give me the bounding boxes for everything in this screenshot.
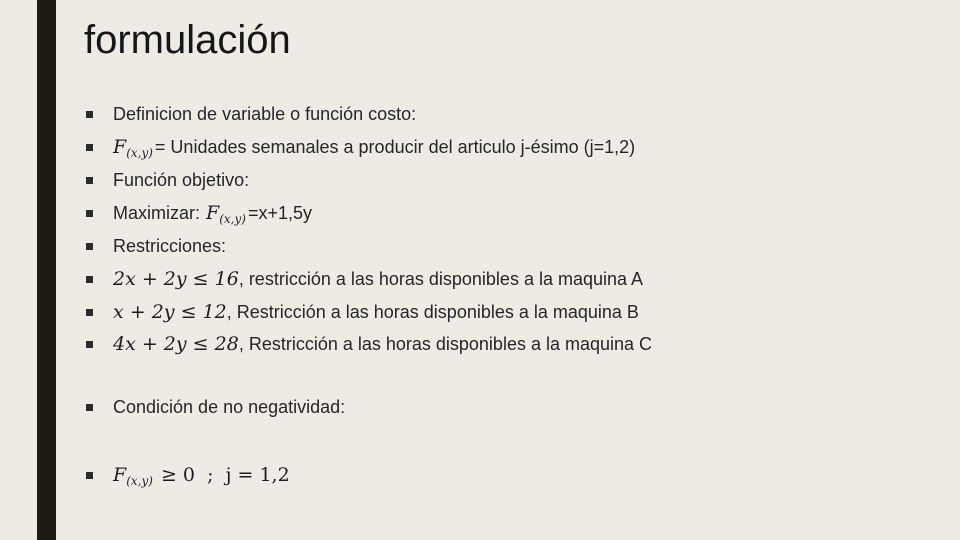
math-function-symbol: F (113, 136, 127, 158)
bullet-maximize (84, 199, 312, 227)
bullet-text: =x+1,5y (247, 202, 312, 223)
bullet-prefix: Maximizar: (113, 202, 201, 223)
square-bullet-icon (86, 472, 93, 479)
bullet-constraint-b (84, 298, 639, 326)
square-bullet-icon (86, 276, 93, 283)
bullet-text: = Unidades semanales a producir del articulo j-ésimo (j=1,2) (154, 136, 636, 157)
square-bullet-icon (86, 404, 93, 411)
math-subscript: (x,y) (219, 212, 246, 226)
math-subscript: (x,y) (126, 146, 153, 160)
math-condition: ≥ 0 ; j = 1,2 (154, 464, 290, 486)
math-function-symbol: F (113, 464, 127, 486)
square-bullet-icon (86, 210, 93, 217)
math-constraint: 4x + 2y ≤ 28 (113, 333, 239, 355)
math-constraint: 2x + 2y ≤ 16 (113, 268, 239, 290)
bullet-non-negativity-heading (84, 393, 345, 421)
bullet-text: , Restricción a las horas disponibles a la maquina B (226, 301, 639, 322)
math-function-symbol: F (206, 202, 220, 224)
square-bullet-icon (86, 341, 93, 348)
bullet-text: Función objetivo: (113, 169, 250, 190)
bullet-text: , Restricción a las horas disponibles a la maquina C (238, 333, 653, 354)
bullet-variable-definition (84, 100, 416, 128)
square-bullet-icon (86, 309, 93, 316)
bullet-restrictions-heading (84, 232, 226, 260)
bullet-constraint-a (84, 265, 643, 293)
math-constraint: x + 2y ≤ 12 (113, 301, 227, 323)
bullet-constraint-c (84, 330, 652, 358)
square-bullet-icon (86, 111, 93, 118)
square-bullet-icon (86, 177, 93, 184)
bullet-non-negativity-condition (84, 461, 290, 489)
square-bullet-icon (86, 243, 93, 250)
bullet-text: Condición de no negatividad: (113, 396, 346, 417)
bullet-objective-heading (84, 166, 249, 194)
left-accent-bar (37, 0, 56, 540)
slide-title: formulación (84, 18, 291, 62)
bullet-function-meaning (84, 133, 635, 161)
bullet-text: Restricciones: (113, 235, 227, 256)
math-subscript: (x,y) (126, 474, 153, 488)
bullet-text: , restricción a las horas disponibles a la maquina A (238, 268, 644, 289)
bullet-list (84, 0, 944, 540)
square-bullet-icon (86, 144, 93, 151)
bullet-text: Definicion de variable o función costo: (113, 103, 417, 124)
